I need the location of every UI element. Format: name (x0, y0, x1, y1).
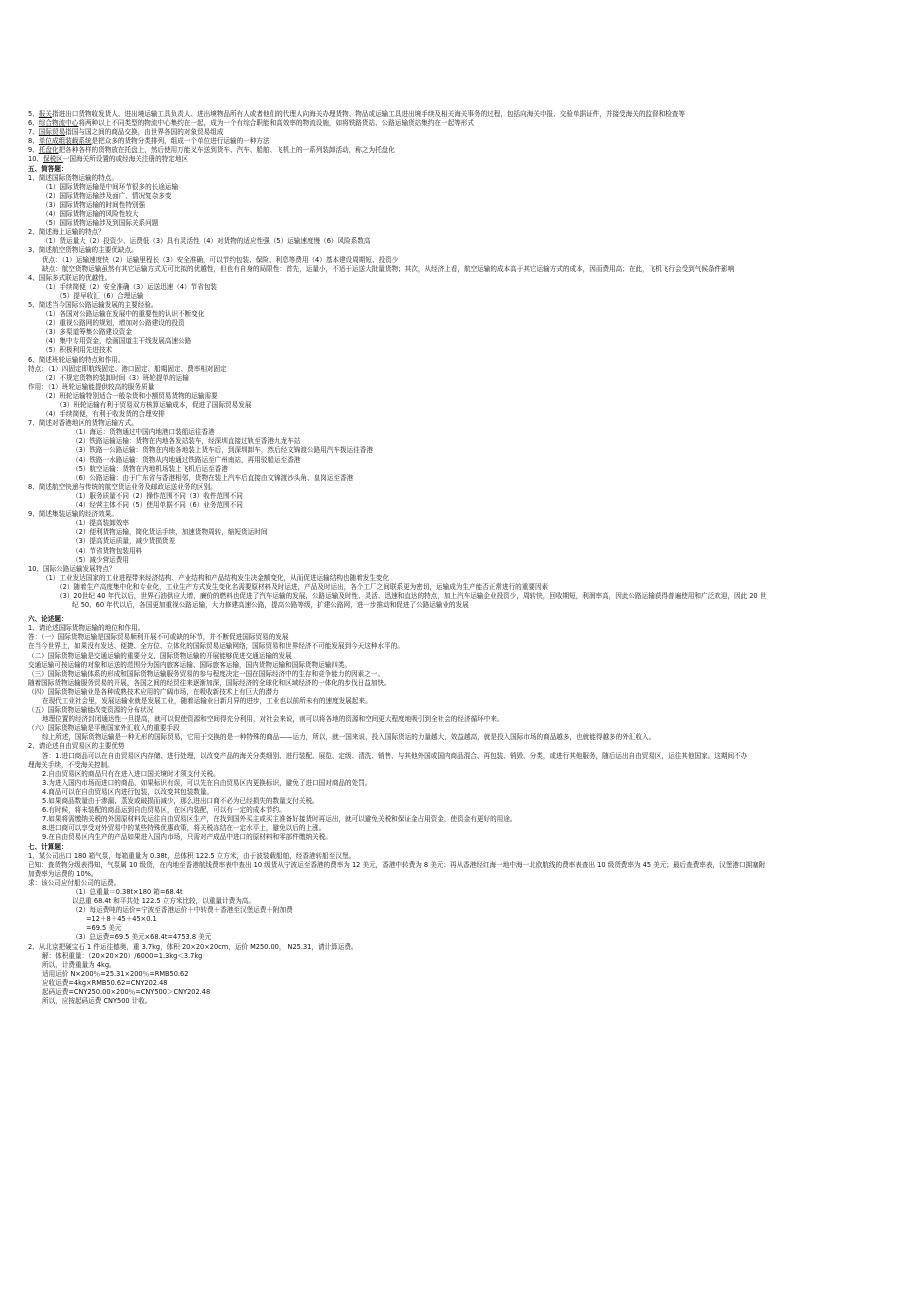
text-line: 在现代工业社会里，发展运输业就是发展工业，随着运输业日新月异的进步，工业也以前所未有的速度发展起来。 (42, 697, 372, 705)
text-line: （3）提高货运质量，减少货损货差 (72, 537, 176, 546)
definition-number: 9、 (28, 146, 39, 155)
text-line: （4）铁路一水路运输：货物从内地通过铁路运至广州南站，再用驳船运至香港 (72, 455, 301, 464)
text-line: （5）航空运输：货物在内地机场装上飞机后运至香港 (72, 464, 228, 473)
definition-number: 5、 (28, 110, 39, 118)
text-line: 2、简述海上运输的特点？ (28, 228, 105, 237)
text-line: 在当今世界上，如果没有发达、便捷、全方位、立体化的国际贸易运输网络，国际贸易和世界经济不可能发展到今天这种水平的。 (28, 642, 404, 651)
text-line: （2）班轮运输特别适合一般杂货和小额贸易货物的运输需要 (42, 391, 218, 400)
text-line: （4）经营主体不同（5）使用单据不同（6）业务范围不同 (72, 501, 243, 510)
definition-term: 保税区 (42, 155, 63, 164)
text-line: （2）不规定货物的装卸时间（3）班轮提单的运输 (42, 373, 189, 382)
text-line: 10、国际公路运输发展特点？ (28, 564, 116, 573)
text-line: （六）国际货物运输是平衡国家外汇收入的重要手段 (28, 724, 180, 733)
text-line: （5）提早收汇（6）合理运输 (56, 291, 144, 300)
text-line: （3）20世纪 40 年代以后，世界石油供应大增，廉价的燃料也促进了汽车运输的发展，公路运输及时性、灵活、迅速和直达的特点，加上汽车运输企业投资少，周转快，回收期短，利润率高，因此公路运输获得普遍使用和广泛欢迎，因此 20 世 (56, 591, 767, 600)
text-line: 所以，计费重量为 4kg。 (42, 960, 116, 969)
text-line: （1）工业发达国家的工业进程带来经济结构、产业结构和产品结构发生决金额变化，从而促进运输结构也随着发生变化 (42, 573, 390, 582)
text-line: （1）手续简便（2）安全准确（3）运送迅速（4）节省包装 (42, 282, 218, 291)
short-answer-section (28, 174, 898, 611)
text-line: 答：1.进口商品可以在自由贸易区内存储、进行处理，以改变产品的海关分类细别、进行装配、展览、定级、清洗、销售、与其他外国或国内商品混合、再包装、销毁、分类，或进行其他服务，随后运出自由贸易区，运往其他国家。这期间不办 (42, 751, 748, 760)
text-line: 交通运输可按运输的对象和运送的范围分为国内旅客运输、国际旅客运输，国内货物运输和国际货物运输四类。 (28, 660, 352, 669)
text-line: （1）货运量大（2）投资少、运费低（3）具有灵活性（4）对货物的适应性强（5）运输速度慢（6）风险系数高 (42, 237, 371, 246)
text-line: 5.如果商品数量由于渗漏、蒸发或破损而减少，那么进出口商不必为已经损失的数量支付关税。 (42, 797, 319, 806)
definition-term: 报关 (38, 110, 52, 118)
document-page (28, 110, 898, 1006)
text-line: （2）国际货物运输涉及面广、情况复杂多变 (42, 191, 172, 200)
definition-line (28, 146, 898, 155)
text-line: 起码运费=CNY250.00×200％=CNY500＞CNY202.48 (42, 988, 211, 996)
text-line: 特点：（1）四固定即航线固定、港口固定、船期固定、费率相对固定 (28, 364, 227, 373)
definition-line (28, 128, 898, 137)
text-line: =69.5 美元 (86, 924, 122, 933)
text-line: 2.自由贸易区的商品只有在进入进口国关境时才须支付关税。 (42, 769, 220, 778)
text-line: （5）积极利用先进技术 (42, 346, 113, 355)
text-line: 6、简述班轮运输的特点和作用。 (28, 355, 125, 364)
text-line: 求：该公司应付船公司的运费。 (28, 878, 121, 887)
text-line: （3）国际货物运输的时间性特别强 (42, 200, 146, 209)
text-line: （四）国际货物运输业是各种成熟技术应用的广阔市场，在吸收新技术上有巨大的潜力 (28, 687, 279, 696)
text-line: 8.进口商可以享受对外贸易中的某些特殊优惠政策，将关税冻结在一定水平上，避免以后的上涨。 (42, 824, 326, 833)
text-line: 综上所述，国际货物运输是一种无形的国际贸易，它用于交换的是一种特殊的商品——运力，所以，就一国来说，投入国际货运的力量越大，效益越高，就是投入国际市场的商品越多，也就能得越多的外汇收入。 (42, 733, 656, 742)
text-line: 9.在自由贸易区内生产的产品如果进入国内市场，只需对产成品中进口的原材料和零部件缴纳关税。 (42, 833, 332, 842)
text-line: 加费率为运费的 10%。 (28, 869, 98, 878)
text-line: （2）铁路运输运输：货物在内地各发站装车，经深圳直接过轨至香港九龙车站 (72, 437, 301, 446)
definition-text: 指进出口货物收发货人、进出境运输工具负责人、进出境物品所有人或者他们的代理人向海关办理货物、物品或运输工具进出境手续及相关海关事务的过程，包括向海关申报、交验单据证件，并接受海关的监督和检查等 (51, 110, 685, 118)
text-line: 6.有时候，将未装配的商品运到自由贸易区，在区内装配，可以有一定的成本节约。 (42, 806, 286, 815)
text-line: （1）海运：货物通过中国内地港口装船运往香港 (72, 428, 215, 437)
text-line: 答：（一）国际货物运输是国际贸易顺利开展不可或缺的环节，并不断促进国际贸易的发展 (28, 633, 289, 642)
section-five-title: 五、简答题： (28, 164, 68, 173)
text-line: =12＋8＋45＋45×0.1 (86, 915, 157, 924)
definition-term: 单位成组装载系统 (38, 137, 92, 146)
definition-line (28, 155, 898, 164)
text-line: （3）铁路一公路运输：货物在内地各地装上货车后，到深圳卸车，然后经文锦渡公路用汽车拨运往香港 (72, 446, 373, 455)
text-line: （4）节省货物包装用料 (72, 546, 143, 555)
text-line: 2、请论述自由贸易区的主要优势 (28, 742, 125, 751)
definition-term: 国际贸易 (38, 128, 66, 137)
definition-number: 8、 (28, 137, 39, 146)
text-line: （5）减少营运费用 (72, 555, 129, 564)
definition-line (28, 119, 898, 128)
text-line: 已知：查货物分级表得知，气泵属 10 级货，在内地至香港航线费率表中查出 10 级货从宁波运至香港的费率为 12 美元，香港中转费为 8 美元；再从香港经红海一地中海一北欧航线的费率表查出 10 级货费率为 45 美元；最后查费率表，汉堡港口拥塞附 (28, 860, 766, 869)
text-line: 纪 50、60 年代以后，各国更加重视公路运输，大力修建高速公路，提高公路等级，扩建公路网，进一步推动和促进了公路运输业的发展 (72, 601, 469, 610)
definition-text: 是把众多的货物分类排列，组成一个单位进行运输的一种方法 (91, 137, 270, 146)
definition-line (28, 110, 898, 119)
text-line: （3）总运费=69.5 美元×68.4t=4753.8 美元 (72, 933, 212, 942)
text-line: 优点：（1）运输速度快（2）运输里程长（3）安全准确，可以节约包装、保险、利息等费用（4）基本建设周期短、投资少 (42, 255, 399, 264)
text-line: （二）国际货物运输是交通运输的重要分支，国际货物运输的开展能够促进交通运输的发展 (28, 651, 292, 660)
text-line: 7.如果将需缴纳关税的外国原材料先运往自由贸易区生产，在找到国外买主或买主准备好接货时再运出，就可以避免关税和保证金占用资金，使资金有更好的用途。 (42, 815, 517, 824)
text-line: 1、请论述国际货物运输的地位和作用。 (28, 624, 145, 633)
text-line: 随着国际货物运输服务贸易的开展，各国之间的经贸往来逐渐加深，国际经济的全球化和区域经济的一体化的步伐日益加快。 (28, 678, 391, 687)
text-line: （1）服务质量不同（2）操作范围不同（3）收件范围不同 (72, 491, 243, 500)
text-line: 理海关手续，不受海关控制。 (28, 760, 114, 769)
text-line: 7、简述对香港地区的货物运输方式。 (28, 419, 138, 428)
text-line: （3）多渠道筹集公路建设资金 (42, 328, 132, 337)
text-line: （2）便利货物运输，简化货运手续，加速货物周转，缩短货运时间 (72, 528, 268, 537)
text-line: 2、从北京把硬宝石 1 件运往德奥，重 3.7kg，体积 20×20×20cm，运价 M250.00， N25.31，请计算运费。 (28, 942, 358, 951)
text-line: 9、简述集装运输的经济效果。 (28, 510, 118, 519)
text-line: （1）总重量＝0.38t×180 箱=68.4t (72, 887, 183, 896)
definition-line (28, 137, 898, 146)
text-line: 4、国际多式联运的优越性。 (28, 273, 112, 282)
text-line: （4）国际货物运输的风险性较大 (42, 210, 139, 219)
definition-text: 将两种以上不同类型的物流中心集约在一起，成为一个有综合职能和高效率的物流设施，如将铁路货站、公路运输货站集约在一起等形式 (78, 119, 474, 128)
text-line: 3、简述航空货物运输的主要优缺点。 (28, 246, 138, 255)
essay-section (28, 624, 898, 842)
text-line: （4）集中专用资金，绘画国道主干线发展高速公路 (42, 337, 192, 346)
text-line: 8、简述航空快递与传统的航空货运业务及邮政运送业务的区别。 (28, 482, 217, 491)
text-line: （2）重视公路网的规划，增加对公路建设的投资 (42, 319, 185, 328)
text-line: （五）国际货物运输能改变资源的分布状况 (28, 706, 154, 715)
text-line: 5、简述当今国际公路运输发展的主要经验。 (28, 300, 158, 309)
text-line: （1）国际货物运输是中间环节很多的长途运输 (42, 182, 179, 191)
text-line: （3）班轮运输有利于贸易双方核算运输成本，促进了国际贸易发展 (56, 401, 252, 409)
text-line: （4）手续简便，有利于收发货的合理安排 (42, 410, 165, 419)
text-line: 缺点：航空货物运输虽然有其它运输方式无可比拟的优越性，但也有自身的局限性：首先，运量小，不适于运送大批量货物；其次，从经济上看，航空运输的成本高于其它运输方式的成本，因而费用高；在此，飞机飞行会受到气候条件影响 (42, 264, 735, 273)
text-line: （三）国际货物运输体系的形成和国际货物运输服务贸易的参与程度决定一国在国际经济中的生存和竞争能力的因素之一。 (28, 669, 385, 678)
text-line: （2）每运费吨的运价=宁波至香港运价＋中转费＋香港至汉堡运费＋附加费 (72, 906, 293, 915)
text-line: 地理位置的经济封闭通达性一旦提高，就可以促使资源和空间得充分利用，对社会来说，则可以将各地的资源和空间更大程度地吸引到全社会的经济循环中来。 (42, 715, 504, 724)
text-line: 应收运费=4kg×RMB50.62=CNY202.48 (42, 978, 168, 987)
text-line: （6）公路运输：由于广东省与香港相邻，货物在装上汽车后直接由文锦渡沙头角、皇岗运至香港 (72, 473, 354, 482)
text-line: 以总重 68.4t 和平共处 122.5 立方米比较，以重量计费为高。 (72, 897, 255, 906)
text-line: 4.商品可以在自由贸易区内进行包装，以改变其包装数量。 (42, 787, 214, 796)
definition-text: 一国海关所设置的或经海关注册的特定地区 (62, 155, 189, 164)
definition-number: 7、 (28, 128, 39, 137)
text-line: （2）随着生产高度集中化和专业化，工业生产方式发生变化名需要原材料及时运进，产品及时运出，各个工厂之间联系更为密切，运输成为生产能否正常进行的重要因素 (56, 582, 549, 591)
definition-number: 6、 (28, 119, 39, 128)
definition-text: 把各种各样的货物放在托盘上，然后使用万能叉车送到货车、汽车、船舶、飞机上的一系列装卸活动，称之为托盘化 (58, 146, 395, 155)
definition-number: 10、 (28, 155, 43, 164)
watermark: www.zixin.com.cn (380, 600, 824, 654)
text-line: 1、简述国际货物运输的特点。 (28, 173, 118, 182)
text-line: 解：体积重量：（20×20×20）/6000=1.3kg＜3.7kg (42, 951, 203, 960)
text-line: 作用：（1）班轮运输能提供较高的服务质量 (28, 382, 155, 391)
calculation-section (28, 852, 898, 1007)
definition-term: 托盘化 (38, 146, 59, 155)
text-line: （5）国际货物运输涉及到国际关系问题 (42, 219, 159, 228)
section-seven-title: 七、计算题： (28, 842, 68, 851)
definition-list (28, 110, 898, 165)
text-line: （1）各国对公路运输在发展中的重要性的认识不断变化 (42, 310, 205, 319)
text-line: 适用运价 N×200％=25.31×200％=RMB50.62 (42, 969, 189, 978)
definition-text: 指国与国之间的商品交换，由世界各国的对象贸易组成 (65, 128, 224, 137)
text-line: 1、某公司出口 180 箱气泵，每箱重量为 0.38t，总体积 122.5 立方米，由于波装载船舶，经香港转船至汉堡。 (28, 851, 356, 860)
text-line: 所以，应按起码运费 CNY500 计收。 (42, 997, 152, 1006)
definition-term: 综合物流中心 (38, 119, 79, 128)
text-line: 3.为进入国内市场而进口的商品，如果标识有误，可以先在自由贸易区内更换标识，避免了进口国对商品的处罚。 (42, 778, 372, 787)
section-six-title: 六、论述题： (28, 615, 68, 624)
text-line: （1）提高装卸效率 (72, 519, 129, 528)
